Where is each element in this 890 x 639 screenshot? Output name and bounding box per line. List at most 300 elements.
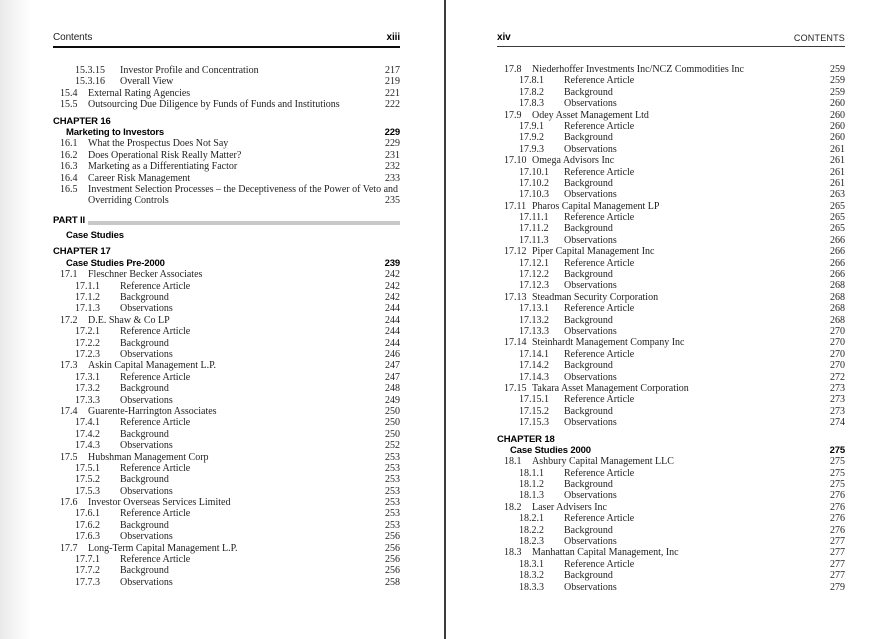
entry-page-number: 277 — [830, 558, 845, 570]
entry-number: 17.2.1 — [75, 326, 100, 338]
entry-title: Reference Article — [564, 348, 635, 360]
entry-number: 17.7 — [60, 542, 78, 554]
entry-page-number: 260 — [830, 109, 845, 121]
entry-title: Marketing to Investors — [66, 126, 165, 138]
part-rule — [88, 221, 400, 225]
toc-entry — [53, 463, 400, 474]
right-page-running-head — [497, 32, 845, 47]
entry-number: 17.12.2 — [519, 269, 549, 281]
entry-title: Background — [564, 223, 613, 235]
running-head-title: Contents — [53, 32, 93, 43]
entry-title: Background — [564, 177, 613, 189]
entry-number: 17.9 — [504, 109, 522, 121]
entry-title: Case Studies — [66, 230, 124, 242]
entry-page-number: 252 — [385, 440, 400, 452]
toc-entry — [53, 338, 400, 349]
chapter-title-entry — [497, 445, 845, 456]
toc-entry — [497, 292, 845, 303]
entry-page-number: 253 — [385, 508, 400, 520]
entry-number: 17.13 — [504, 291, 527, 303]
entry-title: External Rating Agencies — [88, 87, 191, 99]
entry-title: CHAPTER 17 — [53, 246, 111, 258]
entry-number: 17.15.3 — [519, 417, 549, 429]
toc-entry — [497, 582, 845, 593]
entry-page-number: 266 — [830, 246, 845, 258]
entry-page-number: 275 — [830, 467, 845, 479]
toc-entry — [497, 155, 845, 166]
toc-entry — [497, 372, 845, 383]
toc-entry — [53, 88, 400, 99]
entry-title: Reference Article — [120, 508, 191, 520]
running-head-page-number: xiii — [386, 32, 400, 43]
entry-page-number: 244 — [385, 326, 400, 338]
entry-title: Laser Advisers Inc — [532, 501, 607, 513]
toc-entry — [53, 383, 400, 394]
entry-title: What the Prospectus Does Not Say — [88, 138, 229, 150]
entry-title: Observations — [120, 348, 173, 360]
entry-number: 16.5 — [60, 183, 78, 195]
entry-title: Reference Article — [564, 558, 635, 570]
entry-number: 17.3 — [60, 360, 78, 372]
entry-title: Reference Article — [564, 120, 635, 132]
entry-title: Overall View — [120, 76, 174, 88]
entry-number: 17.13.2 — [519, 314, 549, 326]
entry-page-number: 247 — [385, 371, 400, 383]
entry-title: Background — [564, 132, 613, 144]
entry-title: Case Studies Pre-2000 — [66, 257, 165, 269]
entry-number: 18.2.2 — [519, 524, 544, 536]
entry-page-number: 244 — [385, 303, 400, 315]
entry-number: 17.15 — [504, 382, 527, 394]
toc-entry — [497, 132, 845, 143]
entry-title: Investor Profile and Concentration — [120, 65, 259, 76]
entry-page-number: 273 — [830, 382, 845, 394]
entry-page-number: 253 — [385, 485, 400, 497]
entry-title: Background — [564, 405, 613, 417]
chapter-title-entry — [53, 258, 400, 269]
entry-number: 17.5.1 — [75, 462, 100, 474]
entry-number: 17.9.1 — [519, 120, 544, 132]
entry-number: 18.3.1 — [519, 558, 544, 570]
toc-entry — [497, 349, 845, 360]
toc-entry — [497, 502, 845, 513]
toc-entry — [53, 474, 400, 485]
entry-title: Observations — [564, 417, 617, 429]
entry-page-number: 260 — [830, 132, 845, 144]
entry-number: 17.1 — [60, 269, 78, 281]
entry-title: Pharos Capital Management LP — [532, 200, 660, 212]
entry-title: Background — [120, 383, 169, 395]
toc-entry — [497, 167, 845, 178]
toc-entry — [497, 337, 845, 348]
entry-page-number: 253 — [385, 462, 400, 474]
entry-page-number: 219 — [385, 76, 400, 88]
entry-title: Career Risk Management — [88, 172, 191, 184]
entry-number: 17.3.2 — [75, 383, 100, 395]
entry-title: Background — [564, 86, 613, 98]
entry-title: Reference Article — [120, 371, 191, 383]
entry-page-number: 256 — [385, 542, 400, 554]
entry-number: 18.1.1 — [519, 467, 544, 479]
part-heading — [53, 215, 400, 226]
entry-number: 15.3.15 — [75, 65, 105, 76]
toc-entry — [497, 525, 845, 536]
entry-page-number: 260 — [830, 98, 845, 110]
toc-entry — [497, 280, 845, 291]
entry-number: 17.4.3 — [75, 440, 100, 452]
toc-entry — [497, 269, 845, 280]
entry-title: CHAPTER 16 — [53, 115, 111, 127]
entry-title: Background — [564, 479, 613, 491]
entry-title: Observations — [120, 531, 173, 543]
entry-page-number: 261 — [830, 177, 845, 189]
entry-number: 17.13.3 — [519, 325, 549, 337]
entry-title: Observations — [564, 581, 617, 593]
entry-title: Reference Article — [564, 394, 635, 406]
entry-page-number: 268 — [830, 303, 845, 315]
toc-entry — [53, 281, 400, 292]
entry-page-number: 229 — [385, 138, 400, 150]
toc-entry — [497, 547, 845, 558]
entry-number: 17.12 — [504, 246, 527, 258]
entry-page-number: 261 — [830, 166, 845, 178]
entry-number: 17.11.2 — [519, 223, 549, 235]
toc-entry — [53, 360, 400, 371]
entry-number: 15.4 — [60, 87, 78, 99]
entry-page-number: 268 — [830, 291, 845, 303]
entry-title: Reference Article — [564, 303, 635, 315]
entry-number: 17.10.1 — [519, 166, 549, 178]
entry-page-number: 258 — [385, 576, 400, 588]
entry-title: Reference Article — [564, 467, 635, 479]
entry-page-number: 250 — [385, 405, 400, 417]
toc-entry — [497, 144, 845, 155]
toc-entry — [497, 315, 845, 326]
entry-number: 17.4 — [60, 405, 78, 417]
entry-number: 17.1.3 — [75, 303, 100, 315]
entry-page-number: 273 — [830, 394, 845, 406]
entry-page-number: 275 — [830, 456, 845, 468]
entry-title: Niederhoffer Investments Inc/NCZ Commodities Inc — [532, 64, 744, 75]
entry-number: 17.14.3 — [519, 371, 549, 383]
entry-number: 17.11 — [504, 200, 527, 212]
entry-page-number: 256 — [385, 554, 400, 566]
entry-page-number: 266 — [830, 257, 845, 269]
entry-page-number: 253 — [385, 451, 400, 463]
entry-page-number: 253 — [385, 497, 400, 509]
toc-entry — [53, 452, 400, 463]
entry-title: Background — [120, 337, 169, 349]
entry-page-number: 276 — [830, 501, 845, 513]
toc-entry — [497, 258, 845, 269]
entry-title: D.E. Shaw & Co LP — [88, 314, 170, 326]
entry-number: 18.2.3 — [519, 536, 544, 548]
entry-page-number: 244 — [385, 314, 400, 326]
entry-title: Reference Article — [564, 257, 635, 269]
entry-page-number: 265 — [830, 212, 845, 224]
entry-title: Investor Overseas Services Limited — [88, 497, 231, 509]
toc-entry — [497, 394, 845, 405]
page-gutter-divider — [444, 0, 446, 639]
entry-page-number: 235 — [385, 195, 400, 207]
entry-title: Fleschner Becker Associates — [88, 269, 203, 281]
toc-entry — [53, 99, 400, 110]
entry-number: 17.7.3 — [75, 576, 100, 588]
entry-number: 17.5 — [60, 451, 78, 463]
toc-entry-continuation — [53, 195, 400, 206]
toc-entry — [53, 173, 400, 184]
running-head-title: CONTENTS — [793, 33, 845, 43]
entry-page-number: 247 — [385, 360, 400, 372]
entry-page-number: 260 — [830, 120, 845, 132]
entry-title: Observations — [120, 303, 173, 315]
entry-number: 17.7.1 — [75, 554, 100, 566]
entry-number: 17.15.1 — [519, 394, 549, 406]
toc-list-right — [497, 64, 845, 593]
entry-title: Hubshman Management Corp — [88, 451, 209, 463]
entry-title: Takara Asset Management Corporation — [532, 382, 689, 394]
entry-title: Observations — [120, 440, 173, 452]
toc-entry — [497, 468, 845, 479]
entry-title: Background — [564, 269, 613, 281]
entry-number: 17.11.3 — [519, 234, 549, 246]
toc-entry — [53, 76, 400, 87]
entry-number: 17.8.3 — [519, 98, 544, 110]
entry-number: 17.2.2 — [75, 337, 100, 349]
toc-list-left — [53, 65, 400, 588]
chapter-heading — [53, 116, 400, 127]
toc-entry — [53, 565, 400, 576]
entry-number: 17.2.3 — [75, 348, 100, 360]
entry-page-number: 233 — [385, 172, 400, 184]
toc-entry — [53, 303, 400, 314]
toc-entry — [53, 440, 400, 451]
entry-title: Odey Asset Management Ltd — [532, 109, 649, 121]
entry-title: Guarente-Harrington Associates — [88, 405, 217, 417]
right-page — [497, 0, 845, 593]
entry-title: Reference Article — [120, 326, 191, 338]
entry-title: Observations — [564, 98, 617, 110]
toc-entry — [497, 121, 845, 132]
entry-number: 15.3.16 — [75, 76, 105, 88]
entry-title: Reference Article — [564, 166, 635, 178]
entry-page-number: 259 — [830, 75, 845, 87]
entry-page-number: 253 — [385, 519, 400, 531]
entry-page-number: 250 — [385, 428, 400, 440]
entry-number: 17.11.1 — [519, 212, 549, 224]
toc-entry — [53, 508, 400, 519]
part-title — [53, 230, 400, 241]
toc-entry — [53, 372, 400, 383]
toc-entry — [53, 161, 400, 172]
toc-entry — [497, 178, 845, 189]
entry-number: 17.9.3 — [519, 143, 544, 155]
entry-number: 17.6.3 — [75, 531, 100, 543]
entry-number: 18.1.3 — [519, 490, 544, 502]
toc-entry — [497, 536, 845, 547]
entry-number: 17.1.1 — [75, 280, 100, 292]
entry-number: 17.12.3 — [519, 280, 549, 292]
entry-title: Observations — [120, 576, 173, 588]
chapter-heading — [53, 246, 400, 257]
entry-number: 17.8.1 — [519, 75, 544, 87]
entry-page-number: 222 — [385, 99, 400, 111]
entry-number: 17.9.2 — [519, 132, 544, 144]
entry-page-number: 268 — [830, 314, 845, 326]
entry-page-number: 242 — [385, 269, 400, 281]
entry-number: 17.15.2 — [519, 405, 549, 417]
entry-number: 17.5.3 — [75, 485, 100, 497]
entry-title: Reference Article — [564, 75, 635, 87]
entry-page-number: 239 — [384, 257, 400, 269]
entry-page-number: 249 — [385, 394, 400, 406]
entry-title: Omega Advisors Inc — [532, 155, 615, 167]
toc-entry — [53, 292, 400, 303]
entry-title: Background — [120, 565, 169, 577]
toc-entry — [497, 456, 845, 467]
entry-title: Ashbury Capital Management LLC — [532, 456, 674, 468]
entry-number: 17.14.1 — [519, 348, 549, 360]
entry-title: Reference Article — [120, 417, 191, 429]
entry-page-number: 229 — [384, 126, 400, 138]
entry-page-number: 272 — [830, 371, 845, 383]
entry-page-number: 256 — [385, 565, 400, 577]
toc-entry — [53, 497, 400, 508]
entry-title: Background — [564, 314, 613, 326]
entry-title: Observations — [120, 485, 173, 497]
toc-entry — [497, 570, 845, 581]
toc-entry — [53, 269, 400, 280]
entry-page-number: 246 — [385, 348, 400, 360]
toc-entry — [53, 184, 400, 195]
entry-number: 17.13.1 — [519, 303, 549, 315]
entry-title: Background — [120, 519, 169, 531]
toc-entry — [497, 326, 845, 337]
entry-number: 17.10.2 — [519, 177, 549, 189]
toc-entry — [497, 417, 845, 428]
entry-number: 17.3.1 — [75, 371, 100, 383]
toc-entry — [53, 543, 400, 554]
entry-page-number: 266 — [830, 269, 845, 281]
entry-page-number: 276 — [830, 490, 845, 502]
entry-title: Marketing as a Differentiating Factor — [88, 161, 238, 173]
entry-title: Observations — [564, 143, 617, 155]
entry-page-number: 250 — [385, 417, 400, 429]
entry-page-number: 276 — [830, 524, 845, 536]
entry-number: 18.3 — [504, 547, 522, 559]
toc-entry — [497, 87, 845, 98]
entry-number: 17.3.3 — [75, 394, 100, 406]
entry-title: Background — [564, 570, 613, 582]
entry-number: 16.1 — [60, 138, 78, 150]
entry-page-number: 270 — [830, 348, 845, 360]
entry-page-number: 261 — [830, 143, 845, 155]
toc-entry — [53, 150, 400, 161]
running-head-page-number: xiv — [497, 32, 511, 43]
toc-entry — [497, 490, 845, 501]
entry-title: Observations — [120, 394, 173, 406]
entry-number: 18.2.1 — [519, 513, 544, 525]
toc-entry — [53, 577, 400, 588]
toc-entry — [497, 479, 845, 490]
entry-page-number: 279 — [830, 581, 845, 593]
entry-page-number: 221 — [385, 87, 400, 99]
entry-number: 17.8.2 — [519, 86, 544, 98]
toc-entry — [497, 64, 845, 75]
chapter-heading — [497, 434, 845, 445]
entry-title: Reference Article — [120, 462, 191, 474]
entry-title: Observations — [564, 490, 617, 502]
entry-page-number: 277 — [830, 547, 845, 559]
entry-number: 17.6.1 — [75, 508, 100, 520]
toc-entry — [53, 554, 400, 565]
entry-title: Reference Article — [120, 280, 191, 292]
entry-number: 17.10.3 — [519, 189, 549, 201]
entry-title: Case Studies 2000 — [510, 444, 591, 456]
entry-number: 16.3 — [60, 161, 78, 173]
entry-page-number: 263 — [830, 189, 845, 201]
entry-title: Background — [120, 428, 169, 440]
entry-title: PART II — [53, 214, 86, 226]
entry-page-number: 265 — [830, 223, 845, 235]
entry-page-number: 261 — [830, 155, 845, 167]
entry-page-number: 270 — [830, 360, 845, 372]
entry-page-number: 242 — [385, 292, 400, 304]
entry-page-number: 276 — [830, 513, 845, 525]
toc-entry — [53, 315, 400, 326]
entry-title: Piper Capital Management Inc — [532, 246, 655, 258]
entry-page-number: 275 — [829, 444, 845, 456]
entry-page-number: 253 — [385, 474, 400, 486]
entry-number: 18.3.2 — [519, 570, 544, 582]
entry-page-number: 266 — [830, 234, 845, 246]
entry-page-number: 273 — [830, 405, 845, 417]
toc-entry — [497, 223, 845, 234]
toc-entry — [497, 406, 845, 417]
entry-title: Reference Article — [120, 554, 191, 566]
entry-title: Observations — [564, 234, 617, 246]
entry-title: Outsourcing Due Diligence by Funds of Funds and Institutions — [88, 99, 340, 111]
toc-entry — [53, 406, 400, 417]
entry-title: Observations — [564, 536, 617, 548]
entry-number: 17.6.2 — [75, 519, 100, 531]
toc-entry — [53, 395, 400, 406]
entry-page-number: 275 — [830, 479, 845, 491]
entry-title: Background — [564, 524, 613, 536]
entry-number: 17.12.1 — [519, 257, 549, 269]
toc-entry — [497, 383, 845, 394]
entry-number: 16.2 — [60, 149, 78, 161]
left-page — [53, 0, 400, 588]
entry-title: CHAPTER 18 — [497, 433, 555, 445]
entry-page-number: 274 — [830, 417, 845, 429]
toc-entry — [497, 559, 845, 570]
entry-number: 17.14.2 — [519, 360, 549, 372]
entry-page-number: 265 — [830, 200, 845, 212]
entry-title: Does Operational Risk Really Matter? — [88, 149, 242, 161]
entry-number: 18.2 — [504, 501, 522, 513]
entry-number: 17.10 — [504, 155, 527, 167]
entry-number: 17.14 — [504, 337, 527, 349]
entry-number: 16.4 — [60, 172, 78, 184]
entry-number: 18.3.3 — [519, 581, 544, 593]
entry-page-number: 244 — [385, 337, 400, 349]
entry-title: Observations — [564, 371, 617, 383]
toc-entry — [497, 212, 845, 223]
entry-number: 17.4.1 — [75, 417, 100, 429]
entry-page-number: 256 — [385, 531, 400, 543]
entry-page-number: 242 — [385, 280, 400, 292]
